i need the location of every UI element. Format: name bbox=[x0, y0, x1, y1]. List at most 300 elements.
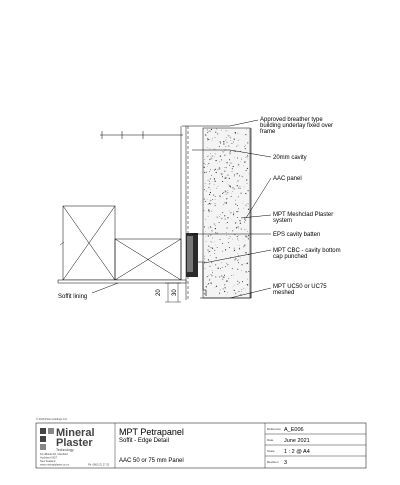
speckle-dot bbox=[215, 181, 216, 182]
label-breather-line2: building underlay fixed over bbox=[260, 123, 333, 129]
speckle-dot bbox=[219, 222, 220, 223]
speckle-dot bbox=[245, 193, 246, 194]
speckle-dot bbox=[245, 157, 246, 158]
speckle-dot bbox=[239, 245, 240, 246]
speckle-dot bbox=[204, 210, 205, 211]
speckle-dot bbox=[215, 160, 216, 161]
speckle-dot bbox=[238, 133, 239, 134]
label-uc-line1: MPT UC50 or UC75 bbox=[273, 284, 327, 290]
speckle-dot bbox=[241, 228, 242, 229]
dimension-20: 20 bbox=[156, 289, 162, 296]
field-date-key: Date bbox=[267, 438, 274, 442]
speckle-dot bbox=[234, 290, 235, 291]
speckle-dot bbox=[241, 291, 242, 292]
speckle-dot bbox=[211, 241, 212, 242]
speckle-dot bbox=[244, 187, 245, 188]
speckle-dot bbox=[217, 247, 218, 248]
label-soffit-lining: Soffit lining bbox=[58, 294, 87, 300]
speckle-dot bbox=[226, 194, 227, 195]
speckle-dot bbox=[247, 155, 248, 156]
speckle-dot bbox=[226, 199, 227, 200]
speckle-dot bbox=[237, 254, 238, 255]
speckle-dot bbox=[208, 235, 209, 236]
speckle-dot bbox=[237, 173, 238, 174]
speckle-dot bbox=[210, 279, 211, 280]
speckle-dot bbox=[229, 238, 230, 239]
speckle-dot bbox=[210, 266, 211, 267]
speckle-dot bbox=[225, 288, 226, 289]
speckle-dot bbox=[241, 193, 242, 194]
field-reference-key: Reference bbox=[267, 427, 281, 431]
speckle-dot bbox=[233, 251, 234, 252]
speckle-dot bbox=[222, 267, 223, 268]
speckle-dot bbox=[244, 245, 245, 246]
speckle-dot bbox=[215, 149, 216, 150]
speckle-dot bbox=[240, 258, 241, 259]
speckle-dot bbox=[208, 131, 209, 132]
speckle-dot bbox=[204, 172, 205, 173]
speckle-dot bbox=[234, 188, 235, 189]
speckle-dot bbox=[215, 233, 216, 234]
speckle-dot bbox=[231, 143, 232, 144]
speckle-dot bbox=[211, 211, 212, 212]
speckle-dot bbox=[214, 224, 215, 225]
speckle-dot bbox=[204, 226, 205, 227]
speckle-dot bbox=[222, 251, 223, 252]
speckle-dot bbox=[205, 164, 206, 165]
speckle-dot bbox=[223, 192, 224, 193]
speckle-dot bbox=[238, 235, 239, 236]
speckle-dot bbox=[222, 193, 223, 194]
speckle-dot bbox=[209, 171, 210, 172]
speckle-dot bbox=[248, 238, 249, 239]
speckle-dot bbox=[215, 132, 216, 133]
label-eps-cavity-batten: EPS cavity batten bbox=[273, 232, 320, 238]
speckle-dot bbox=[233, 213, 234, 214]
speckle-dot bbox=[209, 149, 210, 150]
address-line3: New Zealand bbox=[40, 459, 56, 463]
speckle-dot bbox=[205, 294, 206, 295]
speckle-dot bbox=[231, 196, 232, 197]
speckle-dot bbox=[238, 145, 239, 146]
speckle-dot bbox=[225, 140, 226, 141]
speckle-dot bbox=[245, 161, 246, 162]
speckle-dot bbox=[215, 228, 216, 229]
speckle-dot bbox=[215, 276, 216, 277]
speckle-dot bbox=[214, 149, 215, 150]
soffit-lining bbox=[58, 280, 186, 283]
speckle-dot bbox=[223, 204, 224, 205]
speckle-dot bbox=[221, 130, 222, 131]
speckle-dot bbox=[214, 179, 215, 180]
speckle-dot bbox=[222, 279, 223, 280]
title-block-fields bbox=[267, 427, 310, 466]
address-line1: 61 Hillside Rd, Glenfield bbox=[40, 452, 68, 456]
speckle-dot bbox=[223, 288, 224, 289]
speckle-dot bbox=[247, 231, 248, 232]
speckle-dot bbox=[210, 153, 211, 154]
company-tagline: Technology bbox=[56, 448, 74, 452]
speckle-dot bbox=[230, 151, 231, 152]
speckle-dot bbox=[216, 257, 217, 258]
product-title: MPT Petrapanel bbox=[119, 427, 184, 437]
speckle-dot bbox=[224, 215, 225, 216]
speckle-dot bbox=[206, 241, 207, 242]
speckle-dot bbox=[219, 216, 220, 217]
speckle-dot bbox=[229, 247, 230, 248]
speckle-dot bbox=[215, 225, 216, 226]
speckle-dot bbox=[225, 219, 226, 220]
field-reference-value: A_E006 bbox=[284, 427, 304, 433]
speckle-dot bbox=[208, 228, 209, 229]
speckle-dot bbox=[241, 264, 242, 265]
speckle-dot bbox=[248, 190, 249, 191]
speckle-dot bbox=[209, 184, 210, 185]
speckle-dot bbox=[208, 180, 209, 181]
speckle-dot bbox=[225, 203, 226, 204]
speckle-dot bbox=[205, 231, 206, 232]
speckle-dot bbox=[228, 242, 229, 243]
speckle-dot bbox=[248, 204, 249, 205]
speckle-dot bbox=[238, 262, 239, 263]
speckle-dot bbox=[227, 222, 228, 223]
speckle-dot bbox=[210, 247, 211, 248]
dimension-30: 30 bbox=[172, 289, 178, 296]
speckle-dot bbox=[237, 185, 238, 186]
field-scale-value: 1 : 2 @ A4 bbox=[284, 449, 310, 455]
speckle-dot bbox=[238, 240, 239, 241]
speckle-dot bbox=[248, 159, 249, 160]
speckle-dot bbox=[207, 147, 208, 148]
label-breather-line1: Approved breather type bbox=[260, 117, 323, 123]
speckle-dot bbox=[238, 208, 239, 209]
speckle-dot bbox=[217, 233, 218, 234]
speckle-dot bbox=[227, 217, 228, 218]
speckle-dot bbox=[240, 188, 241, 189]
speckle-dot bbox=[214, 178, 215, 179]
speckle-dot bbox=[208, 204, 209, 205]
speckle-dot bbox=[236, 211, 237, 212]
speckle-dot bbox=[205, 134, 206, 135]
speckle-dot bbox=[225, 249, 226, 250]
speckle-dot bbox=[224, 155, 225, 156]
batten-highlight bbox=[187, 236, 193, 272]
speckle-dot bbox=[234, 176, 235, 177]
speckle-dot bbox=[212, 242, 213, 243]
speckle-dot bbox=[204, 163, 205, 164]
speckle-dot bbox=[228, 184, 229, 185]
speckle-dot bbox=[211, 274, 212, 275]
speckle-dot bbox=[215, 264, 216, 265]
speckle-dot bbox=[223, 277, 224, 278]
speckle-dot bbox=[235, 204, 236, 205]
speckle-dot bbox=[209, 159, 210, 160]
soffit-framing-large bbox=[63, 206, 115, 280]
speckle-dot bbox=[226, 235, 227, 236]
label-cbc-line1: MPT CBC - cavity bottom bbox=[273, 248, 341, 254]
speckle-dot bbox=[209, 183, 210, 184]
copyright: © 2018 Pelco Holdings Ltd bbox=[36, 417, 67, 421]
speckle-dot bbox=[245, 145, 246, 146]
speckle-dot bbox=[234, 248, 235, 249]
speckle-dot bbox=[207, 156, 208, 157]
speckle-dot bbox=[206, 191, 207, 192]
speckle-dot bbox=[237, 236, 238, 237]
speckle-dot bbox=[227, 292, 228, 293]
speckle-dot bbox=[220, 268, 221, 269]
speckle-dot bbox=[229, 178, 230, 179]
speckle-dot bbox=[236, 236, 237, 237]
speckle-dot bbox=[244, 146, 245, 147]
speckle-dot bbox=[226, 280, 227, 281]
speckle-dot bbox=[242, 281, 243, 282]
panel-spec: AAC 50 or 75 mm Panel bbox=[119, 458, 184, 464]
speckle-dot bbox=[205, 201, 206, 202]
speckle-dot bbox=[239, 175, 240, 176]
speckle-dot bbox=[225, 250, 226, 251]
speckle-dot bbox=[204, 189, 205, 190]
speckle-dot bbox=[223, 277, 224, 278]
speckle-dot bbox=[220, 239, 221, 240]
title-block bbox=[36, 417, 366, 468]
speckle-dot bbox=[222, 212, 223, 213]
speckle-dot bbox=[205, 183, 206, 184]
speckle-dot bbox=[209, 181, 210, 182]
speckle-dot bbox=[238, 140, 239, 141]
speckle-dot bbox=[208, 164, 209, 165]
speckle-dot bbox=[244, 229, 245, 230]
speckle-dot bbox=[219, 167, 220, 168]
speckle-dot bbox=[224, 284, 225, 285]
drawing-subtitle: Soffit - Edge Detail bbox=[119, 438, 169, 444]
speckle-dot bbox=[248, 271, 249, 272]
speckle-dot bbox=[247, 203, 248, 204]
speckle-dot bbox=[245, 220, 246, 221]
speckle-dot bbox=[234, 285, 235, 286]
speckle-dot bbox=[245, 134, 246, 135]
speckle-dot bbox=[243, 208, 244, 209]
speckle-dot bbox=[219, 276, 220, 277]
speckle-dot bbox=[226, 263, 227, 264]
speckle-dot bbox=[246, 170, 247, 171]
speckle-dot bbox=[208, 163, 209, 164]
speckle-dot bbox=[205, 268, 206, 269]
speckle-dot bbox=[208, 283, 209, 284]
speckle-dot bbox=[217, 169, 218, 170]
speckle-dot bbox=[247, 142, 248, 143]
speckle-dot bbox=[231, 275, 232, 276]
speckle-dot bbox=[244, 288, 245, 289]
framing-stud bbox=[181, 126, 186, 300]
company-name-line2: Plaster bbox=[56, 437, 93, 449]
speckle-dot bbox=[236, 227, 237, 228]
speckle-dot bbox=[206, 277, 207, 278]
speckle-dot bbox=[239, 282, 240, 283]
speckle-dot bbox=[247, 263, 248, 264]
speckle-dot bbox=[226, 167, 227, 168]
speckle-dot bbox=[204, 199, 205, 200]
speckle-dot bbox=[217, 134, 218, 135]
field-revision-key: Revision bbox=[267, 460, 279, 464]
speckle-dot bbox=[232, 268, 233, 269]
speckle-dot bbox=[226, 223, 227, 224]
speckle-dot bbox=[224, 167, 225, 168]
speckle-dot bbox=[215, 169, 216, 170]
label-uc-line2: meshed bbox=[273, 290, 294, 296]
speckle-dot bbox=[204, 159, 205, 160]
speckle-dot bbox=[220, 290, 221, 291]
speckle-dot bbox=[207, 284, 208, 285]
speckle-dot bbox=[224, 274, 225, 275]
speckle-dot bbox=[215, 137, 216, 138]
speckle-dot bbox=[208, 216, 209, 217]
speckle-dot bbox=[233, 166, 234, 167]
speckle-dot bbox=[217, 186, 218, 187]
speckle-dot bbox=[212, 199, 213, 200]
speckle-dot bbox=[232, 171, 233, 172]
label-20mm-cavity: 20mm cavity bbox=[273, 155, 307, 161]
speckle-dot bbox=[214, 253, 215, 254]
top-line bbox=[100, 131, 183, 139]
speckle-dot bbox=[227, 190, 228, 191]
speckle-dot bbox=[206, 172, 207, 173]
speckle-dot bbox=[224, 202, 225, 203]
speckle-dot bbox=[239, 248, 240, 249]
speckle-dot bbox=[238, 284, 239, 285]
speckle-dot bbox=[207, 276, 208, 277]
speckle-dot bbox=[241, 159, 242, 160]
speckle-dot bbox=[209, 155, 210, 156]
speckle-dot bbox=[248, 209, 249, 210]
speckle-dot bbox=[221, 159, 222, 160]
speckle-dot bbox=[207, 132, 208, 133]
speckle-dot bbox=[235, 132, 236, 133]
speckle-dot bbox=[241, 289, 242, 290]
speckle-dot bbox=[245, 148, 246, 149]
speckle-dot bbox=[208, 139, 209, 140]
speckle-dot bbox=[207, 140, 208, 141]
speckle-dot bbox=[238, 228, 239, 229]
speckle-dot bbox=[218, 268, 219, 269]
speckle-dot bbox=[210, 159, 211, 160]
speckle-dot bbox=[204, 261, 205, 262]
label-meshclad-line2: system bbox=[273, 218, 292, 224]
speckle-dot bbox=[212, 138, 213, 139]
speckle-dot bbox=[245, 218, 246, 219]
speckle-dot bbox=[212, 248, 213, 249]
speckle-dot bbox=[244, 219, 245, 220]
speckle-dot bbox=[239, 248, 240, 249]
speckle-dot bbox=[204, 256, 205, 257]
company-logo bbox=[40, 427, 110, 467]
speckle-dot bbox=[214, 170, 215, 171]
speckle-dot bbox=[238, 211, 239, 212]
speckle-dot bbox=[236, 146, 237, 147]
speckle-dot bbox=[233, 141, 234, 142]
speckle-dot bbox=[248, 239, 249, 240]
speckle-dot bbox=[237, 157, 238, 158]
speckle-dot bbox=[226, 198, 227, 199]
speckle-dot bbox=[222, 243, 223, 244]
speckle-dot bbox=[224, 171, 225, 172]
speckle-dot bbox=[215, 203, 216, 204]
speckle-dot bbox=[208, 187, 209, 188]
speckle-dot bbox=[220, 143, 221, 144]
speckle-dot bbox=[246, 271, 247, 272]
speckle-dot bbox=[207, 129, 208, 130]
speckle-dot bbox=[204, 293, 205, 294]
soffit-framing-small bbox=[115, 239, 181, 280]
speckle-dot bbox=[235, 133, 236, 134]
speckle-dot bbox=[209, 131, 210, 132]
speckle-dot bbox=[215, 199, 216, 200]
speckle-dot bbox=[234, 157, 235, 158]
speckle-dot bbox=[208, 259, 209, 260]
speckle-dot bbox=[212, 141, 213, 142]
speckle-dot bbox=[225, 130, 226, 131]
speckle-dot bbox=[220, 141, 221, 142]
speckle-dot bbox=[224, 275, 225, 276]
speckle-dot bbox=[225, 146, 226, 147]
speckle-dot bbox=[225, 287, 226, 288]
speckle-dot bbox=[228, 278, 229, 279]
speckle-dot bbox=[209, 209, 210, 210]
speckle-dot bbox=[247, 168, 248, 169]
speckle-dot bbox=[209, 194, 210, 195]
speckle-dot bbox=[216, 188, 217, 189]
speckle-dot bbox=[232, 230, 233, 231]
field-revision-value: 3 bbox=[284, 460, 287, 466]
speckle-dot bbox=[235, 200, 236, 201]
speckle-dot bbox=[207, 138, 208, 139]
speckle-dot bbox=[233, 152, 234, 153]
speckle-dot bbox=[226, 137, 227, 138]
speckle-dot bbox=[248, 235, 249, 236]
speckle-dot bbox=[215, 196, 216, 197]
speckle-dot bbox=[207, 199, 208, 200]
label-meshclad-line1: MPT Meshclad Plaster bbox=[273, 212, 333, 218]
speckle-dot bbox=[238, 188, 239, 189]
speckle-dot bbox=[239, 220, 240, 221]
speckle-dot bbox=[238, 291, 239, 292]
speckle-dot bbox=[208, 276, 209, 277]
speckle-dot bbox=[241, 270, 242, 271]
speckle-dot bbox=[204, 167, 205, 168]
speckle-dot bbox=[225, 266, 226, 267]
field-scale-key: Scale bbox=[267, 449, 275, 453]
speckle-dot bbox=[232, 191, 233, 192]
speckle-dot bbox=[246, 263, 247, 264]
speckle-dot bbox=[205, 236, 206, 237]
speckle-dot bbox=[209, 280, 210, 281]
speckle-dot bbox=[235, 258, 236, 259]
speckle-dot bbox=[210, 169, 211, 170]
speckle-dot bbox=[215, 157, 216, 158]
speckle-dot bbox=[221, 262, 222, 263]
speckle-dot bbox=[240, 223, 241, 224]
speckle-dot bbox=[232, 168, 233, 169]
speckle-dot bbox=[234, 139, 235, 140]
phone: Ph: 0800 22 27 52 bbox=[88, 463, 110, 467]
speckle-dot bbox=[246, 229, 247, 230]
speckle-dot bbox=[233, 214, 234, 215]
speckle-dot bbox=[211, 129, 212, 130]
speckle-dot bbox=[205, 186, 206, 187]
speckle-dot bbox=[237, 238, 238, 239]
speckle-dot bbox=[246, 179, 247, 180]
speckle-dot bbox=[234, 250, 235, 251]
speckle-dot bbox=[215, 154, 216, 155]
